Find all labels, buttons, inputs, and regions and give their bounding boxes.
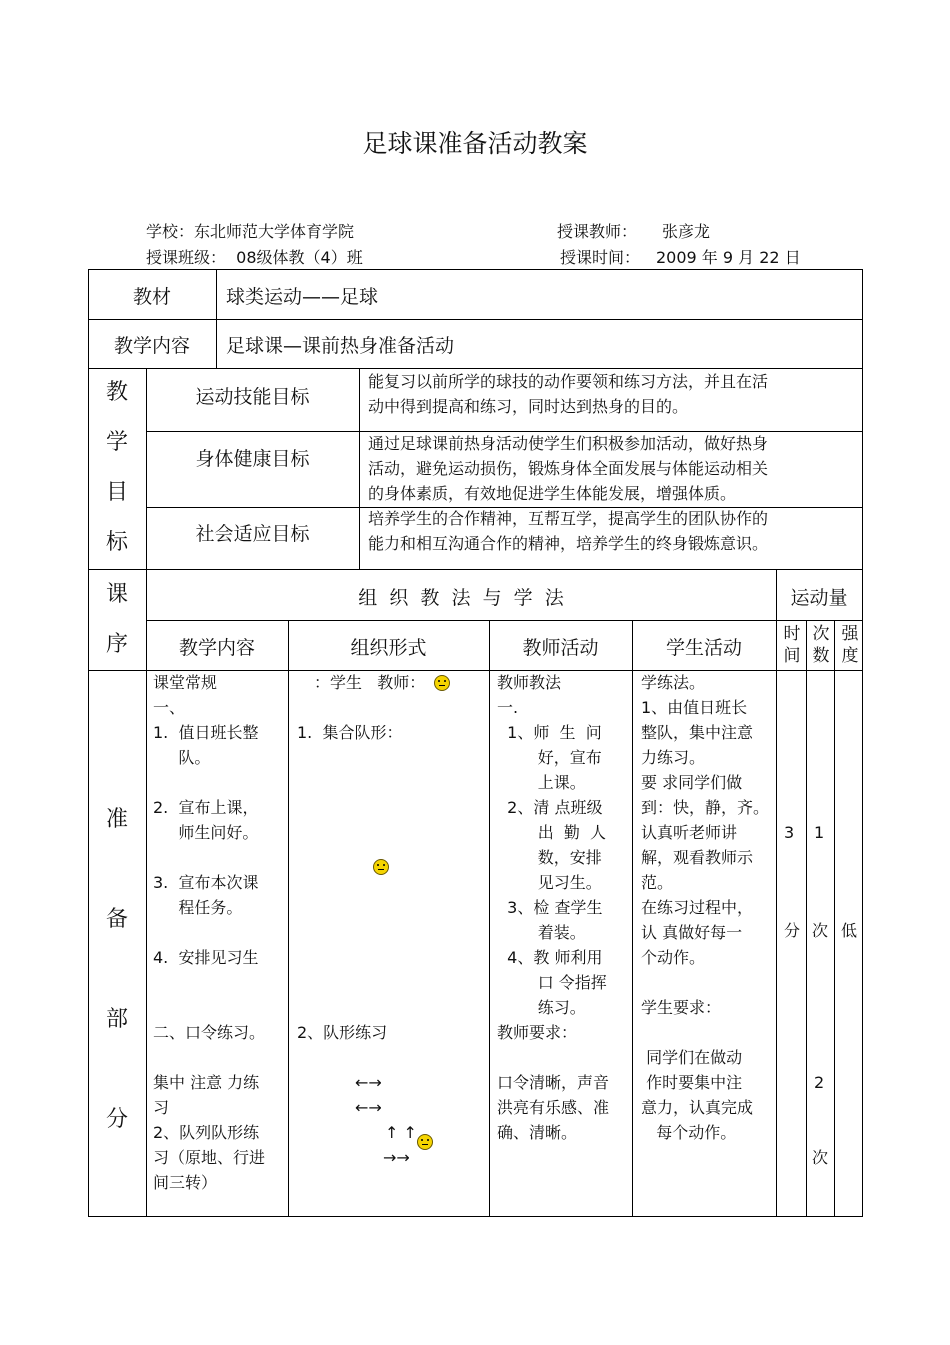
teacher-line [497, 1045, 609, 1070]
sequence-label: 课 序 [105, 582, 128, 657]
goal-text-health: 通过足球课前热身活动使学生们积极参加活动，做好热身 活动，避免运动损伤，锻炼身体全面发展与体能运动相关 的身体素质，有效地促进学生体能发展，增强体质。 [368, 434, 769, 503]
form-item-1: 1. 集合队形： [297, 723, 403, 742]
student-line: 范。 [641, 873, 674, 892]
content-line: 一、 [153, 698, 186, 717]
col-count: 次 数 [812, 624, 830, 666]
content-line: 3. 宣布本次课 [153, 873, 259, 892]
content-line: 习（原地、行进 [153, 1148, 266, 1167]
content-line [153, 970, 265, 995]
teacher-line: 1、师 生 问 [497, 723, 602, 742]
teacher-line: 3、检 查学生 [497, 898, 603, 917]
page-title: 足球课准备活动教案 [362, 129, 588, 158]
content-line [153, 920, 265, 945]
goal-label-health: 身体健康目标 [195, 448, 310, 470]
teacher-line: 4、教 师利用 [497, 948, 603, 967]
method-header: 组 织 教 法 与 学 法 [358, 587, 564, 609]
content-label: 教学内容 [113, 335, 190, 357]
student-line: 学生要求： [641, 998, 722, 1017]
student-line: 1、由值日班长 [641, 698, 748, 717]
teacher-smiley-icon [434, 675, 450, 691]
load-header: 运动量 [790, 587, 848, 609]
material-value: 球类运动——足球 [226, 286, 379, 308]
teacher-line: 一. [497, 698, 519, 717]
student-line: 同学们在做动 [641, 1048, 743, 1067]
count-value-1: 1 [814, 823, 825, 842]
student-line: 要 求同学们做 [641, 773, 743, 792]
content-line: 2. 宣布上课， [153, 798, 259, 817]
teacher-line: 着装。 [497, 923, 586, 942]
teacher-line: 2、清 点班级 [497, 798, 603, 817]
col-student: 学生活动 [665, 637, 742, 659]
arrow-row-1: ←→ [355, 1073, 382, 1092]
form-legend: ：学生 教师： [314, 673, 426, 692]
teacher-line: 练习。 [497, 998, 586, 1017]
teacher-name: 张彦龙 [662, 222, 711, 241]
teacher-line: 见习生。 [497, 873, 602, 892]
count-unit-2: 次 [812, 1148, 829, 1167]
goals-side-label: 教 学 目 标 [105, 380, 128, 555]
school-label: 学校：东北师范大学体育学院 [146, 222, 355, 241]
student-line: 个动作。 [641, 948, 706, 967]
student-line: 意力，认真完成 [641, 1098, 754, 1117]
count-value-2: 2 [814, 1073, 825, 1092]
class-label: 授课班级： 08级体教（4）班 [146, 248, 363, 267]
student-line [641, 1020, 769, 1045]
teacher-line: 口 令指挥 [497, 973, 607, 992]
count-unit-1: 次 [812, 921, 829, 940]
content-line [153, 1045, 265, 1070]
col-form: 组织形式 [350, 637, 427, 659]
date-value: 2009 年 9 月 22 日 [656, 248, 801, 267]
content-line [153, 995, 265, 1020]
date-label: 授课时间： [560, 248, 641, 267]
prep-side-label: 准 备 部 分 [105, 807, 128, 1132]
time-value: 3 [784, 823, 795, 842]
intensity-value: 低 [841, 921, 858, 940]
student-line: 在练习过程中， [641, 898, 754, 917]
col-teacher: 教师活动 [522, 637, 599, 659]
teacher-smiley-icon [373, 859, 389, 875]
teacher-line: 上课。 [497, 773, 586, 792]
arrow-row-3: ↑ ↑ [385, 1123, 417, 1142]
content-line: 师生问好。 [153, 823, 259, 842]
goal-text-social: 培养学生的合作精神，互帮互学，提高学生的团队协作的 能力和相互沟通合作的精神，培养学生的终身锻炼意识。 [368, 509, 769, 553]
content-line: 习 [153, 1098, 170, 1117]
content-line [153, 845, 265, 870]
teacher-label: 授课教师： [557, 222, 638, 241]
time-unit: 分 [784, 921, 801, 940]
goal-text-skill: 能复习以前所学的球技的动作要领和练习方法，并且在活 动中得到提高和练习，同时达到热身的目的。 [368, 372, 769, 416]
student-line: 解，观看教师示 [641, 848, 754, 867]
col-time: 时 间 [783, 624, 801, 666]
content-line [153, 770, 265, 795]
student-line: 认真听老师讲 [641, 823, 738, 842]
content-value: 足球课—课前热身准备活动 [226, 335, 455, 357]
student-line: 每个动作。 [641, 1123, 737, 1142]
teacher-smiley-icon [417, 1134, 433, 1150]
teacher-line: 数，安排 [497, 848, 602, 867]
student-line: 力练习。 [641, 748, 706, 767]
student-line: 作时要集中注 [641, 1073, 743, 1092]
content-line: 课堂常规 [153, 673, 218, 692]
teacher-line: 出 勤 人 [497, 823, 607, 842]
student-line: 学练法。 [641, 673, 706, 692]
content-line: 程任务。 [153, 898, 243, 917]
teacher-line: 确、清晰。 [497, 1123, 578, 1142]
teacher-line: 教师要求： [497, 1023, 578, 1042]
goal-label-skill: 运动技能目标 [195, 386, 310, 408]
arrow-row-4: →→ [383, 1148, 410, 1167]
student-line: 整队，集中注意 [641, 723, 754, 742]
prep-teacher-activity [497, 670, 609, 1145]
student-line [641, 970, 769, 995]
prep-student-activity [641, 670, 769, 1145]
col-intensity: 强 度 [841, 624, 859, 666]
arrow-row-2: ←→ [355, 1098, 382, 1117]
content-line: 集中 注意 力练 [153, 1073, 260, 1092]
content-line: 二、口令练习。 [153, 1023, 266, 1042]
content-line: 间三转） [153, 1173, 218, 1192]
prep-content [153, 670, 265, 1195]
teacher-line: 教师教法 [497, 673, 562, 692]
content-line: 4. 安排见习生 [153, 948, 259, 967]
content-line: 队。 [153, 748, 211, 767]
content-line: 2、队列队形练 [153, 1123, 260, 1142]
teacher-line: 好，宣布 [497, 748, 602, 767]
student-line: 到：快，静，齐。 [641, 798, 770, 817]
teacher-line: 口令清晰，声音 [497, 1073, 610, 1092]
col-content: 教学内容 [178, 637, 255, 659]
form-item-2: 2、队形练习 [297, 1023, 388, 1042]
teacher-line: 洪亮有乐感、准 [497, 1098, 610, 1117]
student-line: 认 真做好每一 [641, 923, 743, 942]
goal-label-social: 社会适应目标 [195, 523, 310, 545]
material-label: 教材 [132, 286, 171, 308]
content-line: 1. 值日班长整 [153, 723, 259, 742]
